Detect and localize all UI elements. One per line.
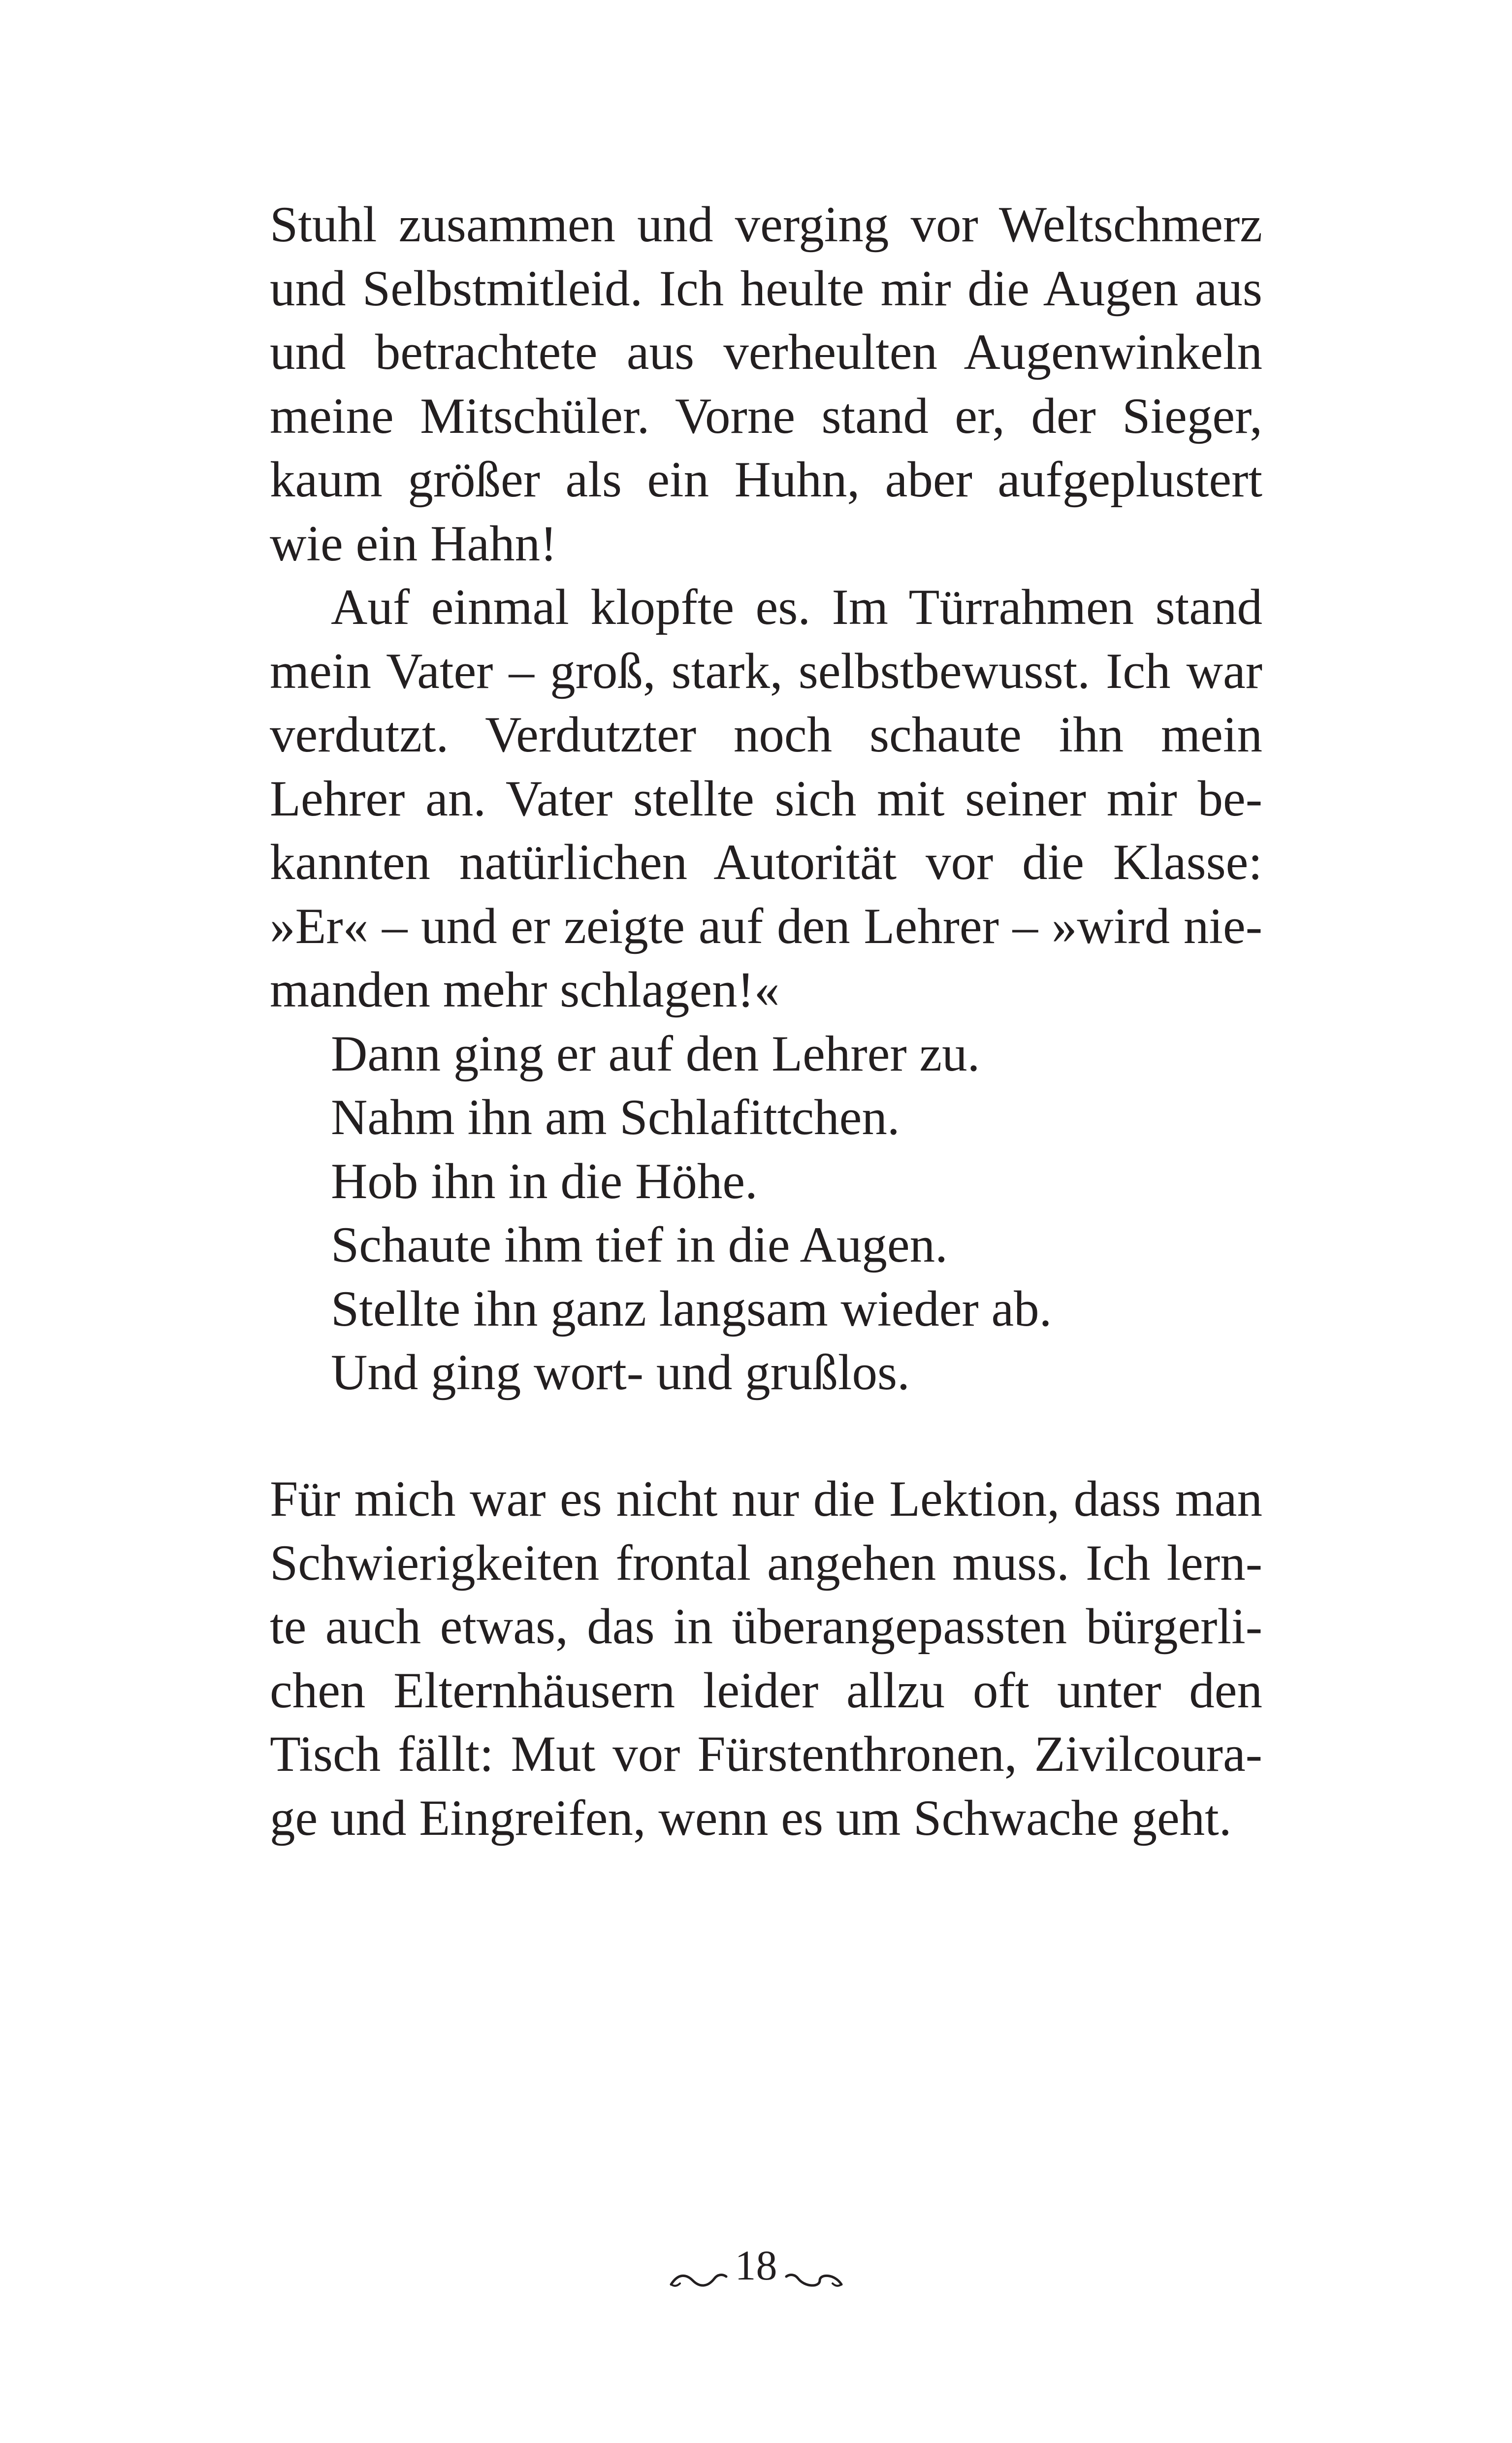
text-line: Für mich war es nicht nur die Lektion, dass man — [270, 1471, 1262, 1527]
verse-line: Hob ihn in die Höhe. — [331, 1153, 758, 1209]
text-line: Schwierigkeiten frontal angehen muss. Ich lern- — [270, 1534, 1262, 1591]
text-line: manden mehr schlagen!« — [270, 962, 780, 1018]
text-line: Tisch fällt: Mut vor Fürstenthronen, Zivilcoura- — [270, 1726, 1262, 1782]
swash-ornament-icon — [669, 2250, 728, 2280]
verse-line: Stellte ihn ganz langsam wieder ab. — [331, 1280, 1052, 1337]
text-line: ge und Eingreifen, wenn es um Schwache geht. — [270, 1790, 1232, 1846]
swash-ornament-icon — [784, 2250, 843, 2280]
verse-block — [270, 1022, 1262, 1405]
page-text-upper — [270, 193, 1262, 1405]
page-number: 18 — [735, 2242, 777, 2289]
text-line: Lehrer an. Vater stellte sich mit seiner mir be- — [270, 770, 1262, 827]
text-line: kaum größer als ein Huhn, aber aufgeplustert — [270, 452, 1262, 508]
paragraph-1 — [270, 193, 1262, 576]
text-line: Stuhl zusammen und verging vor Weltschmerz — [270, 196, 1262, 253]
text-line: Auf einmal klopfte es. Im Türrahmen stand — [331, 579, 1262, 635]
text-line: kannten natürlichen Autorität vor die Klasse: — [270, 834, 1262, 890]
verse-line: Schaute ihm tief in die Augen. — [331, 1217, 948, 1273]
verse-line: Und ging wort- und grußlos. — [331, 1344, 910, 1401]
verse-line: Nahm ihn am Schlafittchen. — [331, 1089, 900, 1145]
text-line: und Selbstmitleid. Ich heulte mir die Augen aus — [270, 260, 1262, 317]
text-line: »Er« – und er zeigte auf den Lehrer – »wird nie- — [270, 898, 1262, 954]
text-line: meine Mitschüler. Vorne stand er, der Sieger, — [270, 388, 1262, 444]
page-footer — [0, 2236, 1512, 2295]
text-line: verdutzt. Verdutzter noch schaute ihn mein — [270, 707, 1262, 763]
text-line: chen Elternhäusern leider allzu oft unter den — [270, 1662, 1262, 1719]
verse-line: Dann ging er auf den Lehrer zu. — [331, 1025, 980, 1082]
text-line: mein Vater – groß, stark, selbstbewusst. Ich war — [270, 643, 1262, 699]
text-line: und betrachtete aus verheulten Augenwinkeln — [270, 324, 1262, 380]
paragraph-3 — [270, 1467, 1262, 1850]
text-line: te auch etwas, das in überangepassten bürgerli- — [270, 1598, 1262, 1655]
paragraph-2 — [270, 576, 1262, 1022]
text-line: wie ein Hahn! — [270, 515, 557, 572]
page-text-lower — [270, 1467, 1262, 1850]
